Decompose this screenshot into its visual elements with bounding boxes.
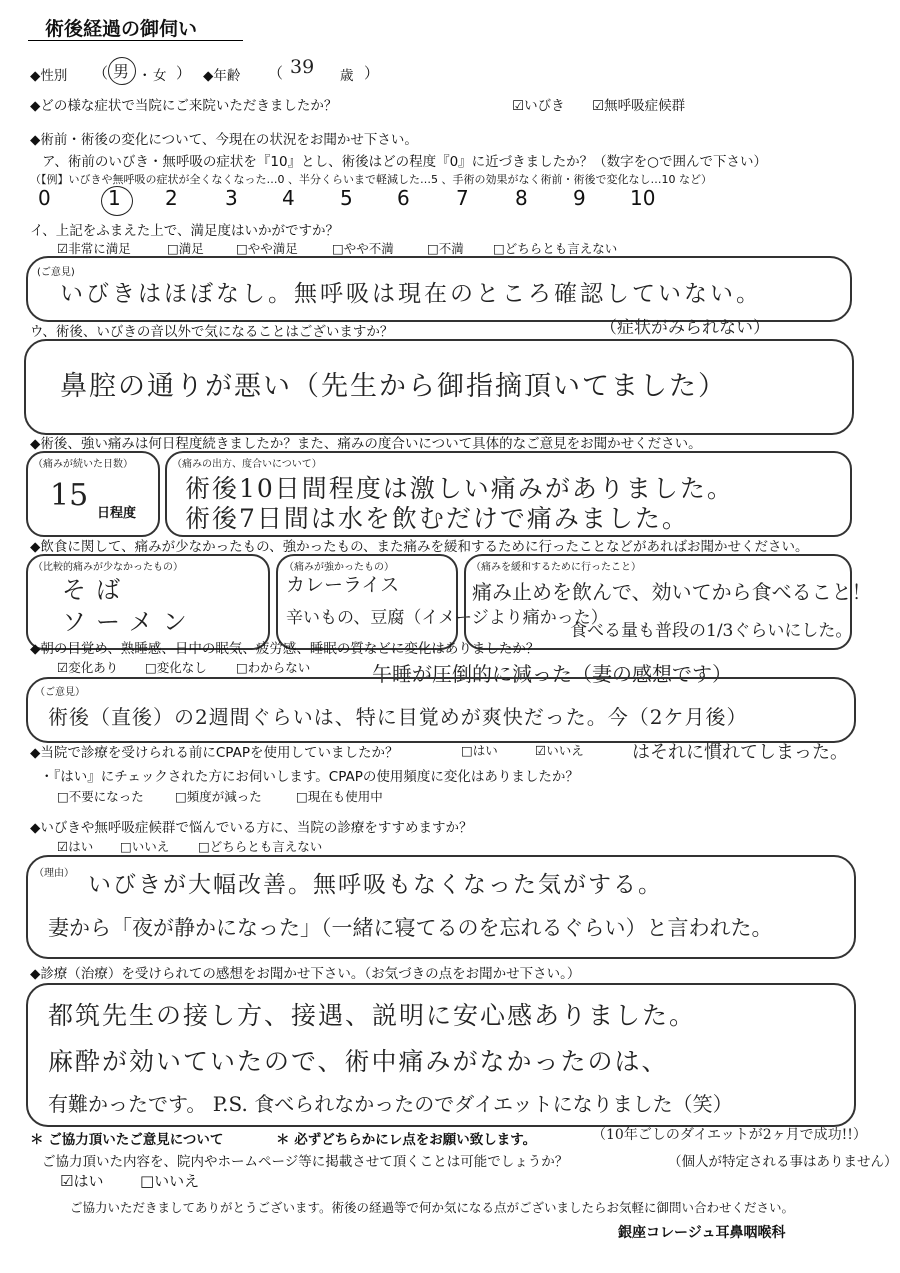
age-value: 39 <box>290 56 315 78</box>
impression-line-3: 有難かったです。 P.S. 食べられなかったのでダイエットになりました（笑） <box>48 1092 733 1116</box>
sleep-option-unknown[interactable]: □わからない <box>236 660 311 675</box>
scale-number[interactable]: 5 <box>340 186 353 210</box>
sleep-answer-1: 術後（直後）の2週間ぐらいは、特に目覚めが爽快だった。今（2ケ月後） <box>48 705 748 729</box>
satisfaction-option-somewhat[interactable]: □やや満足 <box>236 241 298 256</box>
impression-question: ◆診療（治療）を受けられての感想をお聞かせ下さい。（お気づきの点をお聞かせ下さい。） <box>30 966 581 982</box>
pain-days-label: （痛みが続いた日数） <box>33 459 133 470</box>
sleep-option-changed[interactable]: ☑変化あり <box>57 660 119 675</box>
impression-line-1: 都筑先生の接し方、接遇、説明に安心感ありました。 <box>48 1001 697 1030</box>
food-high-1: カレーライス <box>286 574 400 596</box>
recommend-answer-1: いびきが大幅改善。無呼吸もなくなった気がする。 <box>88 872 663 898</box>
change-example: （【例】いびきや無呼吸の症状が全くなくなった…0 、半分くらいまで軽減した…5 、手術の効果がなく術前・術後で変化なし…10 など） <box>30 173 712 186</box>
title-underline <box>28 40 243 41</box>
scale-number[interactable]: 3 <box>225 186 238 210</box>
symptom-snore-checkbox[interactable]: ☑いびき <box>512 98 565 114</box>
pain-question: ◆術後、強い痛みは何日程度続きましたか？また、痛みの度合いについて具体的なご意見をお聞かせください。 <box>30 436 702 452</box>
other-question: ウ、術後、いびきの音以外で気になることはございますか？ <box>30 324 394 340</box>
symptom-question: ◆どの様な症状で当院にご来院いただきましたか？ <box>30 98 338 114</box>
consent-question: ご協力頂いた内容を、院内やホームページ等に掲載させて頂くことは可能でしょうか？ <box>42 1154 569 1170</box>
scale-number[interactable]: 0 <box>38 186 51 210</box>
pain-detail-label: （痛みの出方、度合いについて） <box>172 459 322 470</box>
food-low-1: そば <box>62 576 130 604</box>
food-relief-2: 食べる量も普段の1/3ぐらいにした。 <box>570 621 853 641</box>
impression-ps: （10年ごしのダイエットが2ヶ月で成功!!） <box>592 1127 867 1143</box>
pain-days-value: 15 <box>50 478 89 513</box>
consent-heading: ＊ ご協力頂いたご意見について <box>30 1132 224 1148</box>
cpap-question: ◆当院で診療を受けられる前にCPAPを使用していましたか？ <box>30 745 399 761</box>
scale-number[interactable]: 7 <box>456 186 469 210</box>
age-label: ◆年齢 <box>203 68 241 84</box>
satisfaction-option-neutral[interactable]: □どちらとも言えない <box>493 241 618 256</box>
recommend-no[interactable]: □いいえ <box>120 839 170 854</box>
recommend-yes[interactable]: ☑はい <box>57 839 94 854</box>
scale-number[interactable]: 2 <box>165 186 178 210</box>
consent-note: （個人が特定される事はありません） <box>668 1154 898 1170</box>
satisfaction-option-somewhat-not[interactable]: □やや不満 <box>332 241 394 256</box>
scale-number[interactable]: 1 <box>108 186 121 210</box>
satisfaction-answer: いびきはほぼなし。無呼吸は現在のところ確認していない。 <box>60 281 762 307</box>
impression-line-2: 麻酔が効いていたので、術中痛みがなかったのは、 <box>48 1047 669 1076</box>
cpap-option-reduced[interactable]: □頻度が減った <box>175 789 262 804</box>
change-question: ア、術前のいびき・無呼吸の症状を『10』とし、術後はどの程度『0』に近づきましたか？（数字を○で囲んで下さい） <box>42 154 767 170</box>
scale-number[interactable]: 10 <box>630 186 656 210</box>
change-heading: ◆術前・術後の変化について、今現在の状況をお聞かせ下さい。 <box>30 132 418 148</box>
cpap-option-still[interactable]: □現在も使用中 <box>296 789 383 804</box>
food-relief-1: 痛み止めを飲んで、効いてから食べること！ <box>472 580 872 604</box>
page-title: 術後経過の御伺い <box>45 18 198 40</box>
gender-female: 女 <box>153 68 167 84</box>
recommend-neutral[interactable]: □どちらとも言えない <box>198 839 323 854</box>
consent-instruction: ＊ 必ずどちらかにレ点をお願い致します。 <box>276 1132 537 1148</box>
recommend-answer-2: 妻から「夜が静かになった」（一緒に寝てるのを忘れるぐらい）と言われた。 <box>48 916 773 940</box>
satisfaction-option-very[interactable]: ☑非常に満足 <box>57 241 131 256</box>
food-high-2: 辛いもの、豆腐（イメージより痛かった） <box>286 608 608 628</box>
recommend-question: ◆いびきや無呼吸症候群で悩んでいる方に、当院の診療をすすめますか？ <box>30 820 473 836</box>
scale-number[interactable]: 8 <box>515 186 528 210</box>
satisfaction-option-not[interactable]: □不満 <box>427 241 464 256</box>
sleep-note: 午睡が圧倒的に減った（妻の感想です） <box>372 662 732 686</box>
consent-yes-checkbox[interactable]: ☑はい <box>60 1172 104 1190</box>
cpap-no-checkbox[interactable]: ☑いいえ <box>535 743 584 758</box>
pain-detail-line1: 術後10日間程度は激しい痛みがありました。 <box>185 474 734 503</box>
gender-label: ◆性別 <box>30 68 68 84</box>
footer-thanks: ご協力いただきましてありがとうございます。術後の経過等で何か気になる点がございましたらお気軽に御問い合わせください。 <box>70 1200 795 1215</box>
sleep-question: ◆朝の目覚め、熟睡感、日中の眠気、疲労感、睡眠の質などに変化はありましたか？ <box>30 641 540 657</box>
sleep-answer-2: はそれに慣れてしまった。 <box>632 742 848 763</box>
gender-value: 男 <box>113 62 130 81</box>
cpap-subquestion: ・『はい』にチェックされた方にお伺いします。CPAPの使用頻度に変化はありましたか？ <box>40 769 579 785</box>
scale-number[interactable]: 9 <box>573 186 586 210</box>
pain-detail-line2: 術後7日間は水を飲むだけで痛みました。 <box>185 504 689 533</box>
scale-number[interactable]: 6 <box>397 186 410 210</box>
symptom-apnea-checkbox[interactable]: ☑無呼吸症候群 <box>592 98 686 114</box>
consent-no-checkbox[interactable]: □いいえ <box>140 1172 200 1190</box>
cpap-yes-checkbox[interactable]: □はい <box>461 743 498 758</box>
opinion-label: (ご意見) <box>37 267 75 278</box>
food-low-2: ソーメン <box>62 608 197 636</box>
satisfaction-note: （症状がみられない） <box>600 318 770 338</box>
cpap-option-unneeded[interactable]: □不要になった <box>57 789 144 804</box>
satisfaction-option-satisfied[interactable]: □満足 <box>167 241 204 256</box>
food-question: ◆飲食に関して、痛みが少なかったもの、強かったもの、また痛みを緩和するために行ったことなどがあればお聞かせください。 <box>30 539 809 555</box>
other-answer: 鼻腔の通りが悪い（先生から御指摘頂いてました） <box>60 371 727 402</box>
sleep-option-unchanged[interactable]: □変化なし <box>145 660 207 675</box>
satisfaction-question: イ、上記をふまえた上で、満足度はいかがですか？ <box>30 223 340 239</box>
clinic-name: 銀座コレージュ耳鼻咽喉科 <box>618 1225 786 1241</box>
scale-number[interactable]: 4 <box>282 186 295 210</box>
pain-days-unit: 日程度 <box>97 506 137 521</box>
